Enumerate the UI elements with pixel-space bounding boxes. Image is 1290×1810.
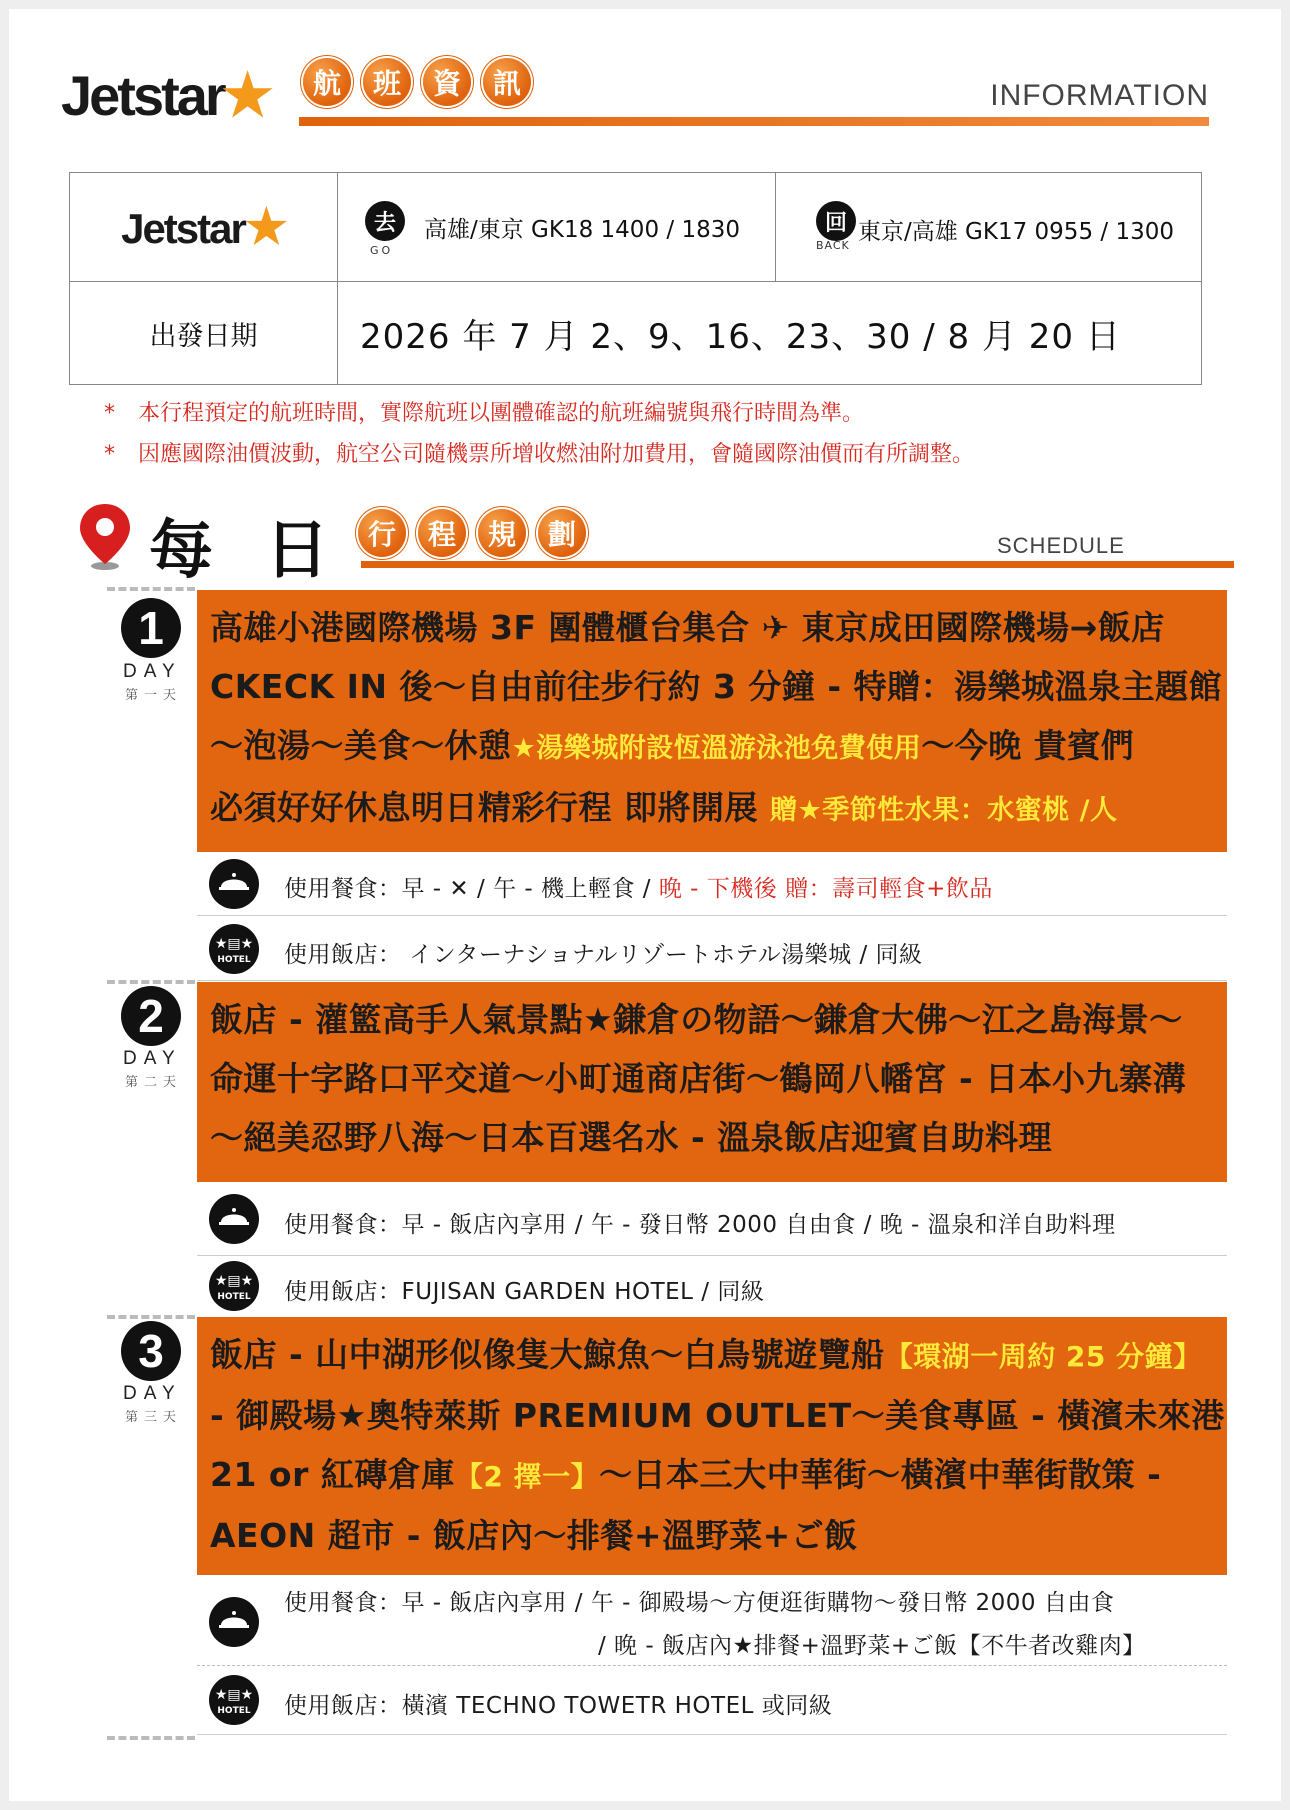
day-number-badge: 3 bbox=[121, 1321, 181, 1381]
meal-info-continued: / 晚 - 飯店內★排餐+溫野菜+ご飯【不牛者改雞肉】 bbox=[598, 1633, 1146, 1659]
schedule-big-char: 日 bbox=[265, 513, 329, 588]
schedule-divider bbox=[361, 561, 1234, 568]
departure-date-label: 出發日期 bbox=[70, 282, 338, 384]
day1-hotel-row bbox=[197, 916, 1227, 981]
day3-hotel-row bbox=[197, 1666, 1227, 1735]
back-label: BACK bbox=[816, 239, 850, 252]
info-title bbox=[303, 58, 531, 106]
itinerary-line: 飯店 - 灌籃高手人氣景點★鎌倉の物語～鎌倉大佛～江之島海景～ bbox=[210, 1000, 1183, 1039]
note-flight-time: * 本行程預定的航班時間，實際航班以團體確認的航班編號與飛行時間為準。 bbox=[104, 401, 865, 426]
day-divider bbox=[107, 587, 195, 591]
meal-info: 使用餐食：早 - ✕ / 午 - 機上輕食 / 晚 - 下機後 贈：壽司輕食+飲品 bbox=[284, 876, 993, 902]
svg-text:HOTEL: HOTEL bbox=[217, 1292, 251, 1302]
day3-meal-row bbox=[197, 1575, 1227, 1666]
itinerary-line: ～絕美忍野八海～日本百選名水 - 溫泉飯店迎賓自助料理 bbox=[210, 1118, 1053, 1157]
title-char: 程 bbox=[418, 509, 466, 557]
flight-table bbox=[69, 172, 1202, 385]
svg-text:★▤★: ★▤★ bbox=[214, 1687, 254, 1703]
go-icon: 去 bbox=[365, 201, 405, 241]
day-label: DAY bbox=[123, 1383, 182, 1404]
itinerary-line: 21 or 紅磚倉庫【2 擇一】～日本三大中華街～橫濱中華街散策 - bbox=[210, 1455, 1162, 1494]
day2-meal-row bbox=[197, 1182, 1227, 1256]
day2-itinerary bbox=[197, 982, 1227, 1182]
info-label: INFORMATION bbox=[990, 79, 1209, 112]
note-fuel-surcharge: * 因應國際油價波動，航空公司隨機票所增收燃油附加費用，會隨國際油價而有所調整。 bbox=[104, 442, 975, 467]
day2-hotel-row bbox=[197, 1256, 1227, 1317]
map-pin-icon bbox=[77, 502, 133, 572]
schedule-title bbox=[358, 509, 586, 557]
hotel-info: 使用飯店：FUJISAN GARDEN HOTEL / 同級 bbox=[284, 1279, 765, 1305]
title-char: 資 bbox=[423, 58, 471, 106]
itinerary-line: 飯店 - 山中湖形似像隻大鯨魚～白鳥號遊覽船【環湖一周約 25 分鐘】 bbox=[210, 1335, 1202, 1374]
day3-itinerary bbox=[197, 1317, 1227, 1575]
cloche-icon bbox=[209, 859, 259, 909]
day-label: DAY bbox=[123, 661, 182, 682]
itinerary-line: ～泡湯～美食～休憩★湯樂城附設恆溫游泳池免費使用～今晚 貴賓們 bbox=[210, 726, 1135, 765]
itinerary-page bbox=[9, 9, 1281, 1801]
title-char: 訊 bbox=[483, 58, 531, 106]
title-char: 行 bbox=[358, 509, 406, 557]
outbound-flight bbox=[338, 173, 776, 281]
itinerary-line: 命運十字路口平交道～小町通商店街～鶴岡八幡宮 - 日本小九寨溝 bbox=[210, 1059, 1187, 1098]
back-icon: 回 bbox=[816, 201, 856, 241]
info-header bbox=[61, 49, 1209, 129]
schedule-big-char: 每 bbox=[149, 513, 213, 588]
day-sub-label: 第二天 bbox=[125, 1075, 183, 1090]
hotel-info: 使用飯店： インターナショナルリゾートホテル湯樂城 / 同級 bbox=[284, 942, 923, 968]
departure-date-value: 2026 年 7 月 2、9、16、23、30 / 8 月 20 日 bbox=[360, 316, 1121, 357]
hotel-info: 使用飯店：橫濱 TECHNO TOWETR HOTEL 或同級 bbox=[284, 1693, 833, 1719]
title-char: 航 bbox=[303, 58, 351, 106]
svg-text:HOTEL: HOTEL bbox=[217, 955, 251, 965]
star-icon: ★ bbox=[244, 201, 286, 254]
jetstar-logo: Jetstar★ bbox=[121, 201, 286, 254]
hotel-icon bbox=[209, 1675, 259, 1725]
day1-itinerary bbox=[197, 590, 1227, 852]
itinerary-line: - 御殿場★奧特萊斯 PREMIUM OUTLET～美食專區 - 橫濱未來港 bbox=[210, 1396, 1225, 1435]
meal-info: 使用餐食：早 - 飯店內享用 / 午 - 發日幣 2000 自由食 / 晚 - 溫泉和洋自助料理 bbox=[284, 1212, 1116, 1238]
title-char: 規 bbox=[478, 509, 526, 557]
day-sub-label: 第一天 bbox=[125, 688, 183, 703]
title-char: 劃 bbox=[538, 509, 586, 557]
itinerary-line: 必須好好休息明日精彩行程 即將開展 贈★季節性水果：水蜜桃 /人 bbox=[210, 788, 1118, 827]
itinerary-line: 高雄小港國際機場 3F 團體櫃台集合 ✈ 東京成田國際機場→飯店 bbox=[210, 608, 1165, 647]
day1-meal-row bbox=[197, 852, 1227, 916]
svg-text:★▤★: ★▤★ bbox=[214, 936, 254, 952]
cloche-icon bbox=[209, 1597, 259, 1647]
return-flight bbox=[776, 173, 1201, 281]
outbound-flight-text: 高雄/東京 GK18 1400 / 1830 bbox=[424, 217, 740, 243]
go-label: GO bbox=[370, 244, 394, 257]
header-divider bbox=[299, 117, 1209, 126]
day-number-badge: 1 bbox=[121, 598, 181, 658]
itinerary-line: AEON 超市 - 飯店內～排餐+溫野菜+ご飯 bbox=[210, 1516, 858, 1555]
cloche-icon bbox=[209, 1194, 259, 1244]
return-flight-text: 東京/高雄 GK17 0955 / 1300 bbox=[858, 219, 1174, 245]
title-char: 班 bbox=[363, 58, 411, 106]
day-sub-label: 第三天 bbox=[125, 1410, 183, 1425]
day-number-badge: 2 bbox=[121, 986, 181, 1046]
svg-text:HOTEL: HOTEL bbox=[217, 1706, 251, 1716]
day-divider bbox=[107, 980, 195, 984]
star-icon: ★ bbox=[221, 63, 271, 128]
day-divider bbox=[107, 1315, 195, 1319]
jetstar-logo: Jetstar★ bbox=[61, 63, 271, 128]
hotel-icon bbox=[209, 1261, 259, 1311]
svg-text:★▤★: ★▤★ bbox=[214, 1273, 254, 1289]
meal-info: 使用餐食：早 - 飯店內享用 / 午 - 御殿場～方便逛街購物～發日幣 2000 自由食 bbox=[284, 1590, 1115, 1616]
hotel-icon bbox=[209, 924, 259, 974]
day-divider bbox=[107, 1736, 195, 1740]
day-label: DAY bbox=[123, 1048, 182, 1069]
schedule-label: SCHEDULE bbox=[997, 533, 1125, 558]
itinerary-line: CKECK IN 後～自由前往步行約 3 分鐘 - 特贈：湯樂城溫泉主題館 bbox=[210, 667, 1223, 706]
